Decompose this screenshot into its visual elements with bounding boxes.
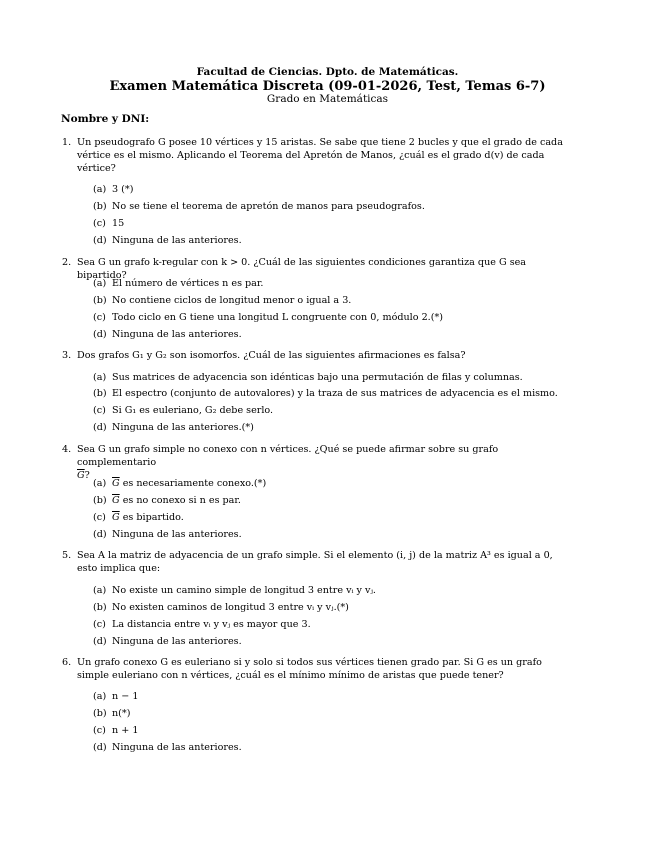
option-c — [93, 618, 311, 631]
option-text: es necesariamente conexo.(*) — [119, 478, 267, 489]
question-text: Un grafo conexo G es euleriano si y solo si todos sus vértices tienen grado par. Si G es un grafo simple euleriano con n vértices, ¿cuál es el mínimo mínimo de aristas que puede tener? — [77, 657, 542, 681]
option-label: (d) — [93, 529, 107, 540]
option-text: es bipartido. — [119, 512, 184, 523]
option-c — [93, 404, 273, 417]
option-a — [93, 277, 264, 290]
option-label: (c) — [93, 405, 106, 416]
option-label: (a) — [93, 372, 107, 383]
option-text: El número de vértices n es par. — [112, 278, 264, 289]
degree-subtitle: Grado en Matemáticas — [266, 93, 389, 105]
option-d — [93, 328, 242, 341]
question-6 — [62, 656, 575, 682]
question-number: 5. — [62, 550, 72, 561]
faculty-heading: Facultad de Ciencias. Dpto. de Matemáticas. — [196, 66, 459, 78]
option-label: (b) — [93, 495, 107, 506]
option-c — [93, 724, 138, 737]
option-label: (b) — [93, 602, 107, 613]
option-label: (d) — [93, 742, 107, 753]
option-text: Ninguna de las anteriores. — [112, 329, 242, 340]
option-text: Ninguna de las anteriores. — [112, 742, 242, 753]
complement-graph-symbol: $\overline{G}$ — [112, 512, 120, 523]
option-d — [93, 234, 242, 247]
option-text: Todo ciclo en G tiene una longitud L congruente con 0, módulo 2.(*) — [112, 312, 444, 323]
option-d — [93, 741, 242, 754]
option-text: Ninguna de las anteriores. — [112, 529, 242, 540]
question-1 — [62, 136, 575, 175]
option-text: 3 (*) — [112, 184, 134, 195]
option-text: 15 — [112, 218, 125, 229]
question-number: 1. — [62, 137, 72, 148]
option-label: (c) — [93, 512, 106, 523]
option-b — [93, 707, 130, 720]
option-label: (b) — [93, 295, 107, 306]
option-b — [93, 601, 349, 614]
option-b — [93, 387, 558, 400]
question-number: 2. — [62, 257, 72, 268]
complement-graph-symbol: $\overline{G}$ — [112, 478, 120, 489]
option-text: n + 1 — [112, 725, 139, 736]
option-text: El espectro (conjunto de autovalores) y la traza de sus matrices de adyacencia es el mismo. — [112, 388, 558, 399]
option-text: Si G₁ es euleriano, G₂ debe serlo. — [112, 405, 274, 416]
option-a — [93, 690, 138, 703]
question-text: Sea A la matriz de adyacencia de un grafo simple. Si el elemento (i, j) de la matriz A³ es igual a 0, esto implica que: — [77, 550, 553, 574]
option-label: (d) — [93, 235, 107, 246]
option-a — [93, 477, 266, 490]
option-text: es no conexo si n es par. — [119, 495, 241, 506]
option-label: (b) — [93, 388, 107, 399]
option-label: (d) — [93, 636, 107, 647]
option-b — [93, 494, 241, 507]
option-d — [93, 421, 254, 434]
option-text: n − 1 — [112, 691, 139, 702]
option-text: No existen caminos de longitud 3 entre vᵢ y vⱼ.(*) — [112, 602, 349, 613]
option-text: La distancia entre vᵢ y vⱼ es mayor que 3. — [112, 619, 311, 630]
option-text: Ninguna de las anteriores.(*) — [112, 422, 254, 433]
option-text: No se tiene el teorema de apretón de manos para pseudografos. — [112, 201, 425, 212]
question-3 — [62, 349, 575, 362]
option-label: (a) — [93, 278, 107, 289]
option-text: Ninguna de las anteriores. — [112, 235, 242, 246]
option-label: (c) — [93, 312, 106, 323]
option-text: n(*) — [112, 708, 131, 719]
option-c — [93, 511, 184, 524]
question-number: 6. — [62, 657, 72, 668]
question-number: 4. — [62, 444, 72, 455]
exam-title: Examen Matemática Discreta (09-01-2026, Test, Temas 6-7) — [109, 79, 546, 94]
option-b — [93, 200, 425, 213]
option-c — [93, 217, 124, 230]
option-label: (b) — [93, 201, 107, 212]
option-d — [93, 528, 242, 541]
option-a — [93, 584, 376, 597]
complement-graph-symbol: $\overline{G}$ — [77, 470, 85, 481]
option-text: No existe un camino simple de longitud 3 entre vᵢ y vⱼ. — [112, 585, 376, 596]
option-text: Sus matrices de adyacencia son idénticas bajo una permutación de filas y columnas. — [112, 372, 523, 383]
option-label: (d) — [93, 329, 107, 340]
option-a — [93, 183, 133, 196]
option-label: (a) — [93, 478, 107, 489]
question-text: Sea G un grafo simple no conexo con n vértices. ¿Qué se puede afirmar sobre su grafo complementario — [77, 444, 499, 468]
option-b — [93, 294, 351, 307]
option-label: (a) — [93, 691, 107, 702]
option-c — [93, 311, 443, 324]
option-label: (d) — [93, 422, 107, 433]
option-label: (c) — [93, 619, 106, 630]
question-number: 3. — [62, 350, 72, 361]
option-label: (c) — [93, 218, 106, 229]
option-text: No contiene ciclos de longitud menor o igual a 3. — [112, 295, 352, 306]
question-text: Un pseudografo G posee 10 vértices y 15 aristas. Se sabe que tiene 2 bucles y que el grado de cada vértice es el mismo. Aplicando el Teorema del Apretón de Manos, ¿cuál es el grado d(v) de cada vértice? — [77, 137, 563, 174]
question-text: Dos grafos G₁ y G₂ son isomorfos. ¿Cuál de las siguientes afirmaciones es falsa? — [77, 350, 466, 361]
question-text-end: ? — [84, 470, 90, 481]
option-label: (c) — [93, 725, 106, 736]
question-text: Sea G un grafo k-regular con k > 0. ¿Cuál de las siguientes condiciones garantiza que G sea bipartido? — [77, 257, 527, 281]
option-text: Ninguna de las anteriores. — [112, 636, 242, 647]
complement-graph-symbol: $\overline{G}$ — [112, 495, 120, 506]
name-dni-label: Nombre y DNI: — [61, 113, 150, 125]
option-a — [93, 371, 523, 384]
option-d — [93, 635, 242, 648]
option-label: (a) — [93, 184, 107, 195]
option-label: (a) — [93, 585, 107, 596]
question-5 — [62, 549, 575, 575]
option-label: (b) — [93, 708, 107, 719]
